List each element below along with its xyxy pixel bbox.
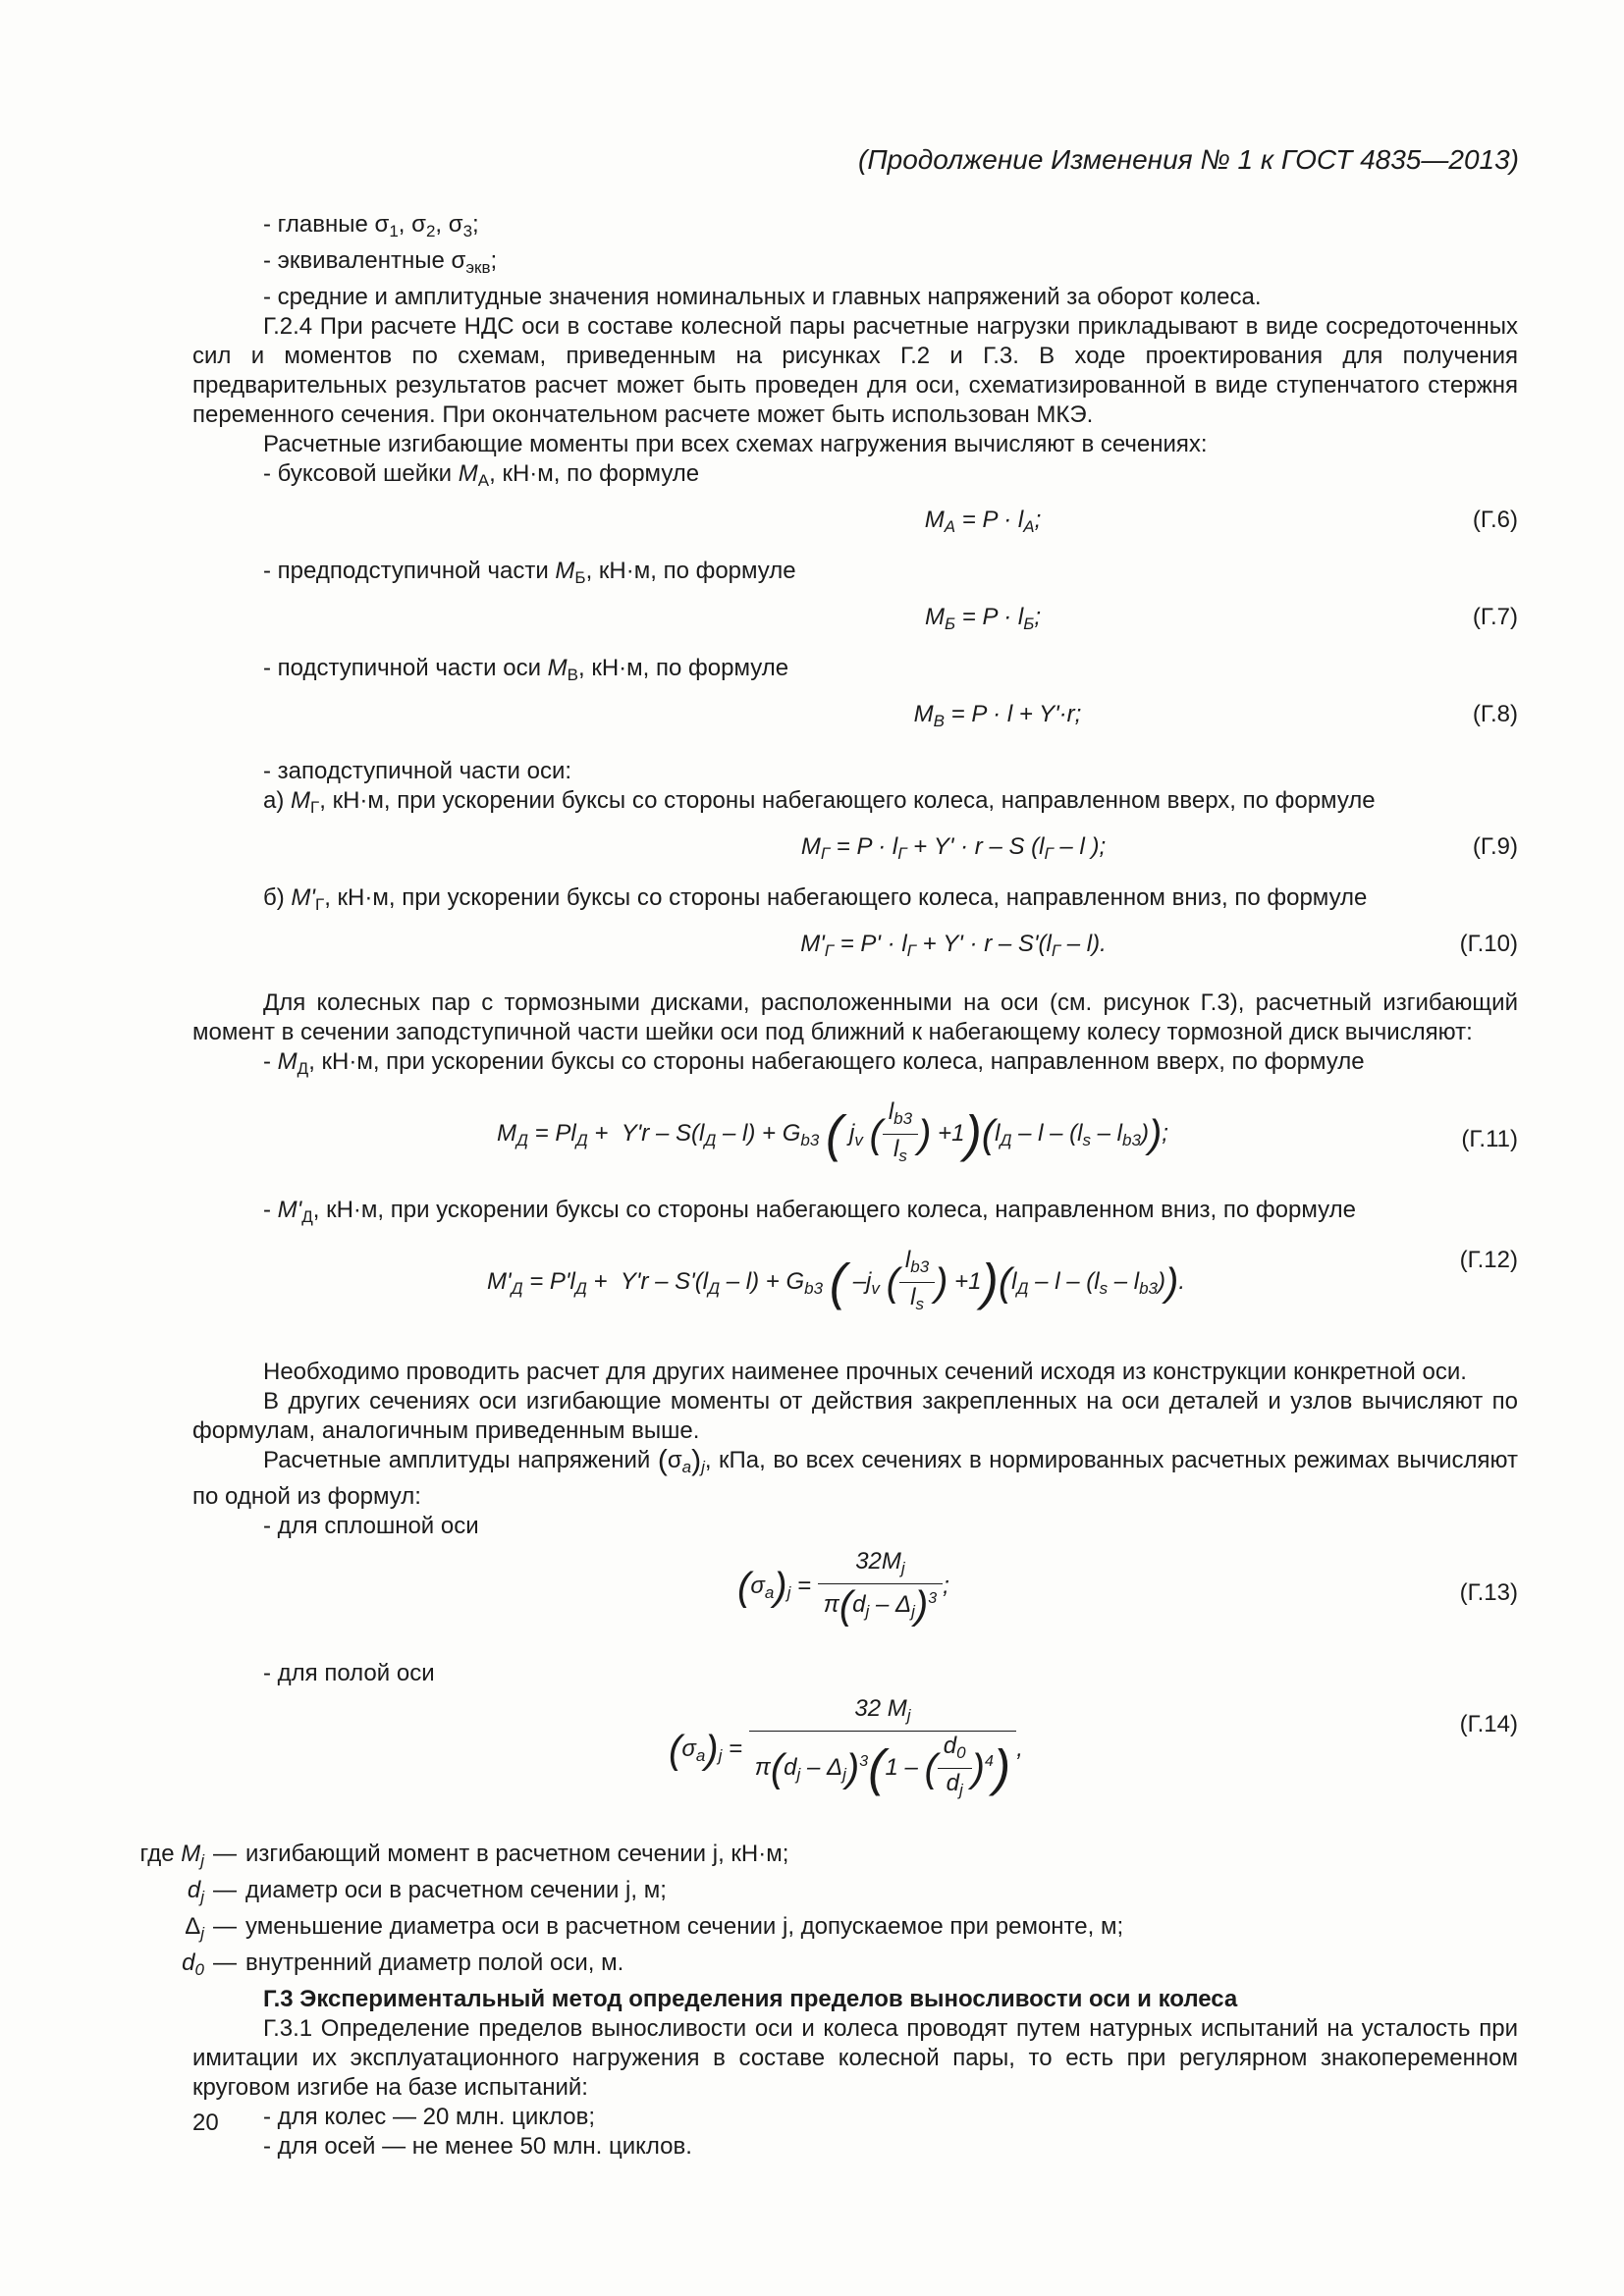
where-text: диаметр оси в расчетном сечении j, м;	[245, 1877, 667, 1903]
list-item: - предподступичной части $M_Б$, кН·м, по формуле	[263, 558, 796, 587]
list-item: - средние и амплитудные значения номинальных и главных напряжений за оборот колеса.	[263, 284, 1262, 310]
list-item: - $M'_Д$, кН·м, при ускорении буксы со стороны набегающего колеса, направленном вниз, по формуле	[263, 1197, 1356, 1226]
formula-g14: $(\sigma_a)_j$ = 32 $M_j$ $\pi(d_j - \Delta_j)^3(1$ – ( $\frac{d_0}{d_j}$ )$^4$) , (Г.14)	[669, 1695, 1518, 1799]
page-number: 20	[192, 2109, 219, 2136]
formula-g7: $M_Б = P \cdot l_Б$; (Г.7)	[925, 604, 1518, 633]
formula-number: (Г.6)	[1472, 507, 1518, 533]
formula-number: (Г.12)	[1459, 1247, 1518, 1273]
page-header: (Продолжение Изменения № 1 к ГОСТ 4835—2013)	[858, 144, 1519, 175]
list-item: - для колес — 20 млн. циклов;	[263, 2104, 596, 2130]
formula-g6: $M_А = P \cdot l_А$; (Г.6)	[924, 507, 1518, 536]
formula-number: (Г.10)	[1459, 931, 1518, 957]
paragraph-moments: Расчетные изгибающие моменты при всех схемах нагружения вычисляют в сечениях:	[263, 431, 1208, 457]
where-text: изгибающий момент в расчетном сечении j, кН·м;	[245, 1841, 789, 1867]
where-symbol: $d_0$	[182, 1949, 204, 1979]
where-symbol: $d_j$	[187, 1877, 204, 1906]
list-item: - главные $\sigma_1$, $\sigma_2$, $\sigma_3$;	[263, 211, 479, 240]
paragraph-g24: Г.2.4 При расчете НДС оси в составе колесной пары расчетные нагрузки прикладывают в виде сосредоточенных сил и моментов по схемам, приведенным на рисунках Г.2 и Г.3. В ходе проектирования для получения предварительных результатов расчет может быть проведен для оси, схематизированной в виде ступенчатого стержня переменного сечения. При окончательном расчете может быть использован МКЭ.	[192, 313, 1518, 428]
formula-g11: $M_Д = Pl_Д + Y'r - S(l_Д - l) + G_{b3}$ ( $j_v$ ( $\frac{l_{b3}}{l_s}$ ) $+1)(l_Д - l - (l_s - l_{b3}))$; (Г.11)	[497, 1098, 1518, 1165]
list-item: - подступичной части оси $M_В$, кН·м, по формуле	[263, 655, 789, 684]
where-list: где $M_j$ — изгибающий момент в расчетном сечении j, кН·м; $d_j$ — диаметр оси в расчетном сечении j, м; $\Delta_j$ — уменьшение диаметра оси в расчетном сечении j, допускаемое при ремонте, м; $d_0$ — внутренний диаметр полой оси, м.	[122, 1840, 1518, 1985]
list-item: - буксовой шейки $M_А$, кН·м, по формуле	[263, 460, 700, 490]
where-symbol: $\Delta_j$	[185, 1913, 204, 1943]
section-title: Г.3 Экспериментальный метод определения пределов выносливости оси и колеса	[263, 1986, 1238, 2012]
paragraph-other: В других сечениях оси изгибающие моменты от действия закрепленных на оси деталей и узлов вычисляют по формулам, аналогичным приведенным выше.	[192, 1388, 1518, 1444]
paragraph-need: Необходимо проводить расчет для других наименее прочных сечений исходя из конструкции конкретной оси.	[263, 1359, 1467, 1385]
list-item: а) $M_Г$, кН·м, при ускорении буксы со стороны набегающего колеса, направленном вверх, по формуле	[263, 787, 1376, 817]
formula-number: (Г.9)	[1472, 833, 1518, 860]
page-body	[139, 210, 1519, 2162]
formula-number: (Г.8)	[1472, 701, 1518, 727]
formula-g13: $(\sigma_a)_j$ = $\frac{32M_j}{\pi(d_j - \Delta_j)^3}$ ; (Г.13)	[737, 1548, 1518, 1628]
where-text: уменьшение диаметра оси в расчетном сечении j, допускаемое при ремонте, м;	[245, 1913, 1124, 1940]
paragraph-disks: Для колесных пар с тормозными дисками, расположенными на оси (см. рисунок Г.3), расчетный изгибающий момент в сечении заподступичной части шейки оси под ближний к набегающему колесу тормозной диск вычисляют:	[192, 989, 1518, 1045]
paragraph-g31: Г.3.1 Определение пределов выносливости оси и колеса проводят путем натурных испытаний на усталость при имитации их эксплуатационного нагружения в составе колесной пары, то есть при регулярном знакопеременном круговом изгибе на базе испытаний:	[192, 2015, 1518, 2101]
paragraph-amplitudes: Расчетные амплитуды напряжений $(\sigma_a)_j$, кПа, во всех сечениях в нормированных расчетных режимах вычисляют по одной из формул:	[192, 1444, 1519, 1510]
formula-g10: $M'_Г = P' \cdot l_Г + Y' \cdot r - S'(l_Г - l)$. (Г.10)	[800, 931, 1518, 960]
list-item: - для осей — не менее 50 млн. циклов.	[263, 2133, 692, 2160]
formula-g8: $M_В = P \cdot l + Y'\cdot r$; (Г.8)	[913, 701, 1518, 730]
formula-number: (Г.14)	[1459, 1711, 1518, 1737]
list-item: б) $M'_Г$, кН·м, при ускорении буксы со стороны набегающего колеса, направленном вниз, по формуле	[263, 884, 1368, 914]
formula-number: (Г.13)	[1459, 1579, 1518, 1606]
list-item: - для сплошной оси	[263, 1513, 479, 1539]
where-text: внутренний диаметр полой оси, м.	[245, 1949, 624, 1976]
formula-g12: $M'_Д = P'l_Д + Y'r - S'(l_Д - l) + G_{b3}$ ( $-j_v$ ( $\frac{l_{b3}}{l_s}$ ) $+1)(l_Д - l - (l_s - l_{b3}))$. (Г.12)	[487, 1247, 1518, 1313]
list-item: - заподступичной части оси:	[263, 758, 572, 784]
list-item: - $M_Д$, кН·м, при ускорении буксы со стороны набегающего колеса, направленном вверх, по формуле	[263, 1048, 1365, 1078]
list-item: - для полой оси	[263, 1660, 435, 1686]
formula-number: (Г.7)	[1472, 604, 1518, 630]
formula-number: (Г.11)	[1461, 1126, 1518, 1152]
list-item: - эквивалентные $\sigma_{экв}$;	[263, 247, 498, 277]
formula-g9: $M_Г = P \cdot l_Г + Y' \cdot r - S$ ($l_Г$ – l ); (Г.9)	[800, 833, 1518, 863]
where-symbol: где $M_j$	[139, 1841, 204, 1870]
